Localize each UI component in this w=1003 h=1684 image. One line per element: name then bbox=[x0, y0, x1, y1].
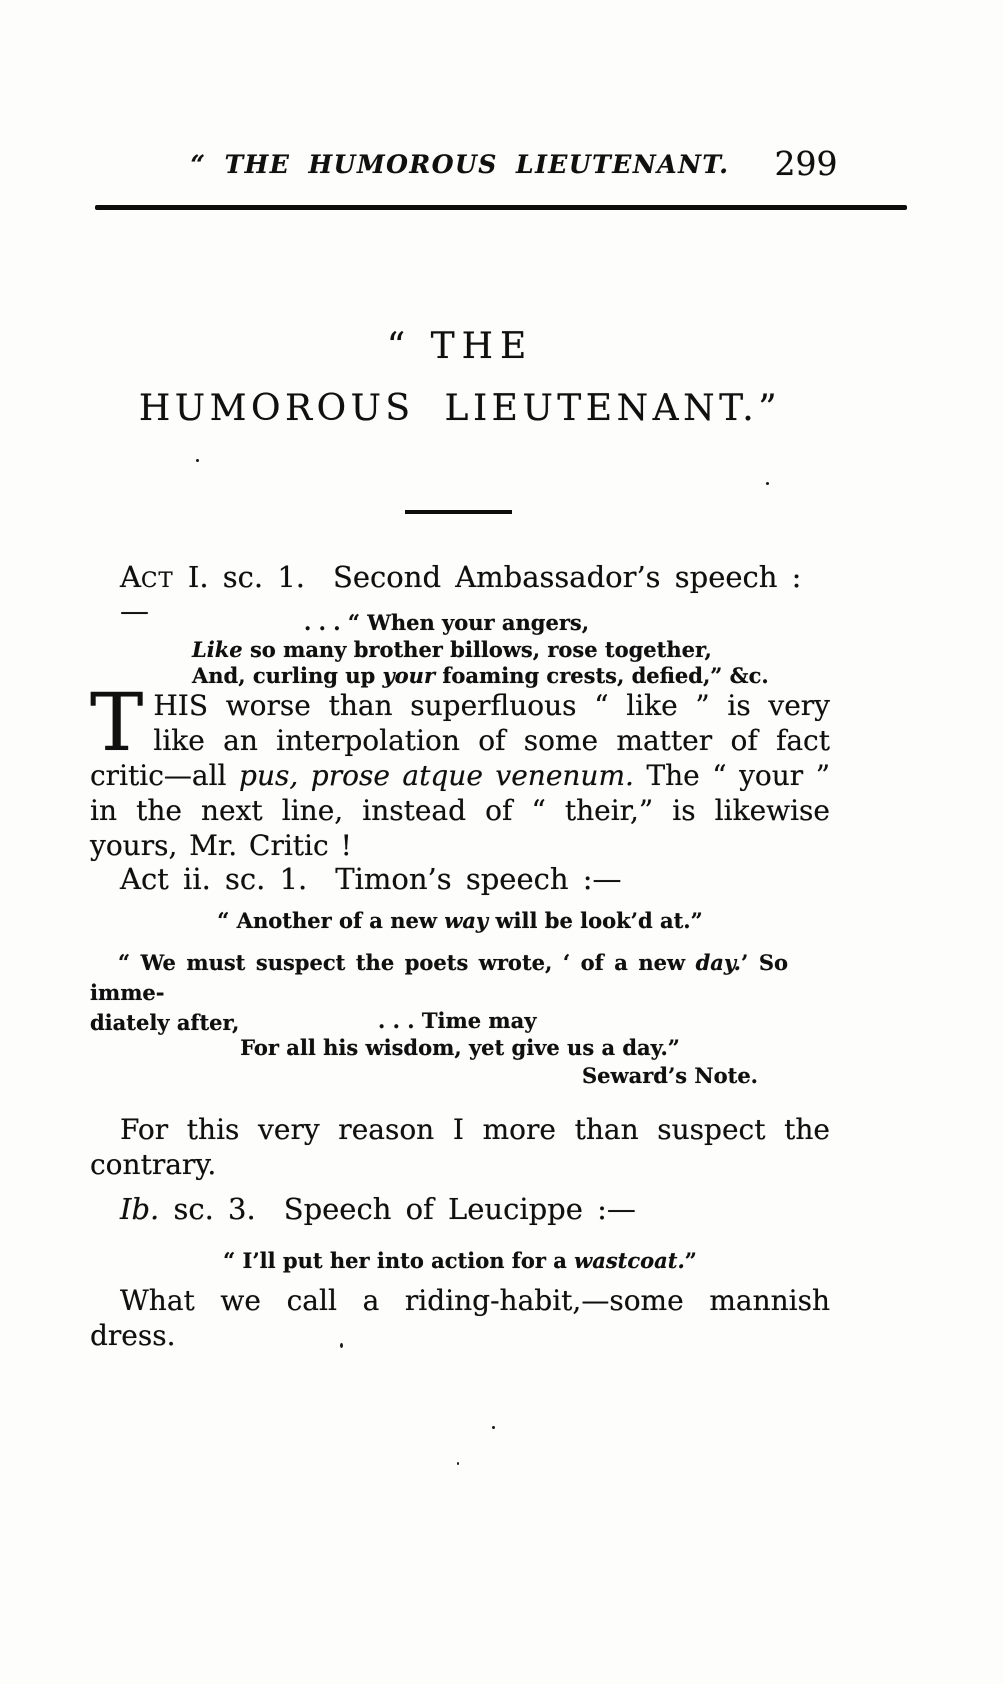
scan-speck bbox=[766, 482, 769, 485]
scan-speck bbox=[340, 1343, 343, 1348]
paragraph-3 bbox=[90, 1283, 830, 1353]
header-rule bbox=[95, 205, 907, 210]
para1-line4: in the next line, instead of “ their,” is likewise bbox=[90, 794, 830, 827]
para1-line3-italic: pus, prose atque venenum. bbox=[239, 759, 634, 792]
paragraph-1 bbox=[90, 676, 831, 863]
title-divider-rule bbox=[405, 510, 512, 514]
para1-line2: like an interpolation of some matter of fact bbox=[153, 724, 830, 757]
page-number: 299 bbox=[774, 144, 838, 183]
scan-speck bbox=[457, 1462, 459, 1465]
para2-line2: contrary. bbox=[90, 1148, 217, 1181]
para3-line2: dress. bbox=[90, 1319, 176, 1352]
act1-word-initial: A bbox=[120, 560, 141, 594]
verse1-line3-a: And, curling up bbox=[192, 663, 383, 688]
para1-line3-b: The “ your ” bbox=[633, 759, 831, 792]
verse1-line1: . . . “ When your angers, bbox=[304, 610, 590, 635]
verse1-line2-italic: Like bbox=[192, 636, 243, 662]
quote-leucippe bbox=[90, 1248, 830, 1273]
scan-speck bbox=[492, 1426, 495, 1429]
act1-word-smallcaps: CT bbox=[140, 568, 174, 593]
para1-line3-a: critic—all bbox=[90, 759, 240, 792]
verse2-line2: For all his wisdom, yet give us a day.” bbox=[240, 1035, 680, 1060]
quote-leucippe-italic: wastcoat. bbox=[574, 1248, 685, 1273]
quote-leucippe-b: ” bbox=[684, 1248, 697, 1273]
verse1-line3-b: foaming crests, defied,” &c. bbox=[435, 663, 769, 688]
act3-heading bbox=[90, 1192, 830, 1226]
act1-ref: I. sc. 1. bbox=[173, 560, 306, 594]
para1-line5: yours, Mr. Critic ! bbox=[90, 829, 352, 862]
para3-line1: What we call a riding-habit,—some mannish bbox=[120, 1284, 830, 1317]
para1-line3 bbox=[90, 758, 830, 793]
dropcap-T: T bbox=[90, 676, 144, 769]
act3-label: Speech of Leucippe :— bbox=[283, 1192, 636, 1226]
scan-speck bbox=[196, 459, 199, 462]
seward-par-italic: day. bbox=[695, 950, 741, 975]
quote-timon bbox=[90, 908, 830, 933]
verse-quote-1 bbox=[192, 610, 769, 690]
seward-par-b: ’ So imme- bbox=[90, 950, 789, 1005]
chapter-title-line1: “ THE bbox=[386, 326, 534, 367]
running-header: “ THE HUMOROUS LIEUTENANT. bbox=[190, 150, 730, 179]
seward-par-line2: diately after, bbox=[90, 1010, 240, 1035]
quote-timon-a: “ Another of a new bbox=[217, 908, 445, 933]
verse1-line2 bbox=[192, 637, 769, 664]
seward-par-line1 bbox=[90, 948, 788, 1008]
paragraph-2 bbox=[90, 1112, 830, 1182]
seward-par-a: “ We must suspect the poets wrote, ‘ of a new bbox=[118, 950, 696, 975]
quote-timon-b: will be look’d at.” bbox=[488, 908, 703, 933]
verse2-line1: . . . Time may bbox=[378, 1008, 537, 1033]
act2-ref: Act ii. sc. 1. bbox=[120, 862, 308, 896]
act1-label: Second Ambassador’s speech :— bbox=[120, 560, 802, 628]
para2-line1: For this very reason I more than suspect the bbox=[120, 1113, 830, 1146]
verse1-line3-italic: your bbox=[382, 663, 436, 688]
seward-note-attribution: Seward’s Note. bbox=[582, 1063, 758, 1088]
act3-ref-italic: Ib. bbox=[120, 1192, 160, 1226]
para1-line1: HIS worse than superfluous “ like ” is very bbox=[153, 689, 830, 722]
quote-leucippe-a: “ I’ll put her into action for a bbox=[223, 1248, 575, 1273]
act3-ref: sc. 3. bbox=[159, 1192, 256, 1226]
chapter-title-line2: HUMOROUS LIEUTENANT.” bbox=[138, 388, 782, 429]
verse1-line3 bbox=[192, 663, 769, 690]
verse1-line2-rest: so many brother billows, rose together, bbox=[242, 636, 712, 662]
act2-heading bbox=[90, 862, 830, 896]
quote-timon-italic: way bbox=[444, 908, 489, 933]
act2-label: Timon’s speech :— bbox=[335, 862, 622, 896]
